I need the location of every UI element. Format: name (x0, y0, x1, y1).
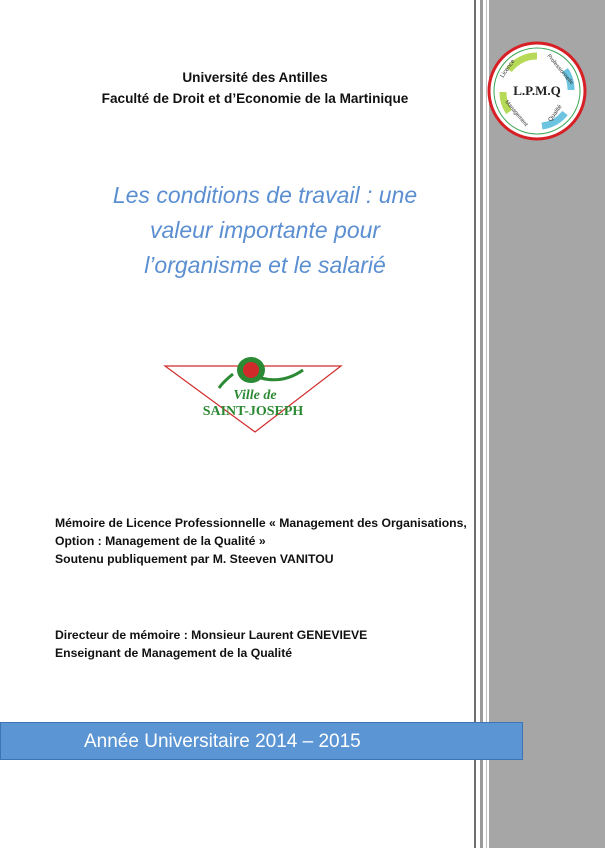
band-line (474, 0, 476, 848)
academic-year: Année Universitaire 2014 – 2015 (84, 731, 361, 752)
logo-word-licence: Licence (499, 58, 517, 80)
memoire-line: Soutenu publiquement par M. Steeven VANITOU (55, 552, 334, 566)
faculty-name: Faculté de Droit et d’Economie de la Martinique (101, 91, 409, 106)
ville-saint-joseph-logo (163, 352, 343, 434)
memoire-line: Option : Management de la Qualité » (55, 534, 266, 548)
title-line: l’organisme et le salarié (144, 252, 386, 278)
memoire-info (55, 514, 535, 568)
title-line: valeur importante pour (149, 217, 381, 243)
logo-word-qualite: Qualité (547, 104, 564, 124)
logo-line2: SAINT-JOSEPH (202, 404, 304, 419)
lpmq-logo (487, 40, 587, 142)
logo-word-management: Management (503, 99, 529, 128)
logo-swoosh (261, 370, 303, 380)
band-line (480, 0, 483, 848)
academic-year-bar (0, 722, 523, 760)
logo-emblem-center (243, 362, 259, 378)
document-title (60, 178, 470, 283)
title-line: Les conditions de travail : une (112, 182, 418, 208)
directeur-line: Enseignant de Management de la Qualité (55, 646, 293, 660)
logo-line1: Ville de (233, 388, 277, 403)
university-header (40, 67, 470, 109)
university-name: Université des Antilles (182, 70, 328, 85)
logo-text: L.P.M.Q (513, 83, 561, 98)
logo-word-professionnelle: Professionnelle (545, 53, 575, 87)
logo-swoosh (219, 374, 233, 388)
memoire-line: Mémoire de Licence Professionnelle « Management des Organisations, (55, 516, 467, 530)
directeur-info (55, 626, 475, 662)
directeur-line: Directeur de mémoire : Monsieur Laurent GENEVIEVE (55, 628, 368, 642)
